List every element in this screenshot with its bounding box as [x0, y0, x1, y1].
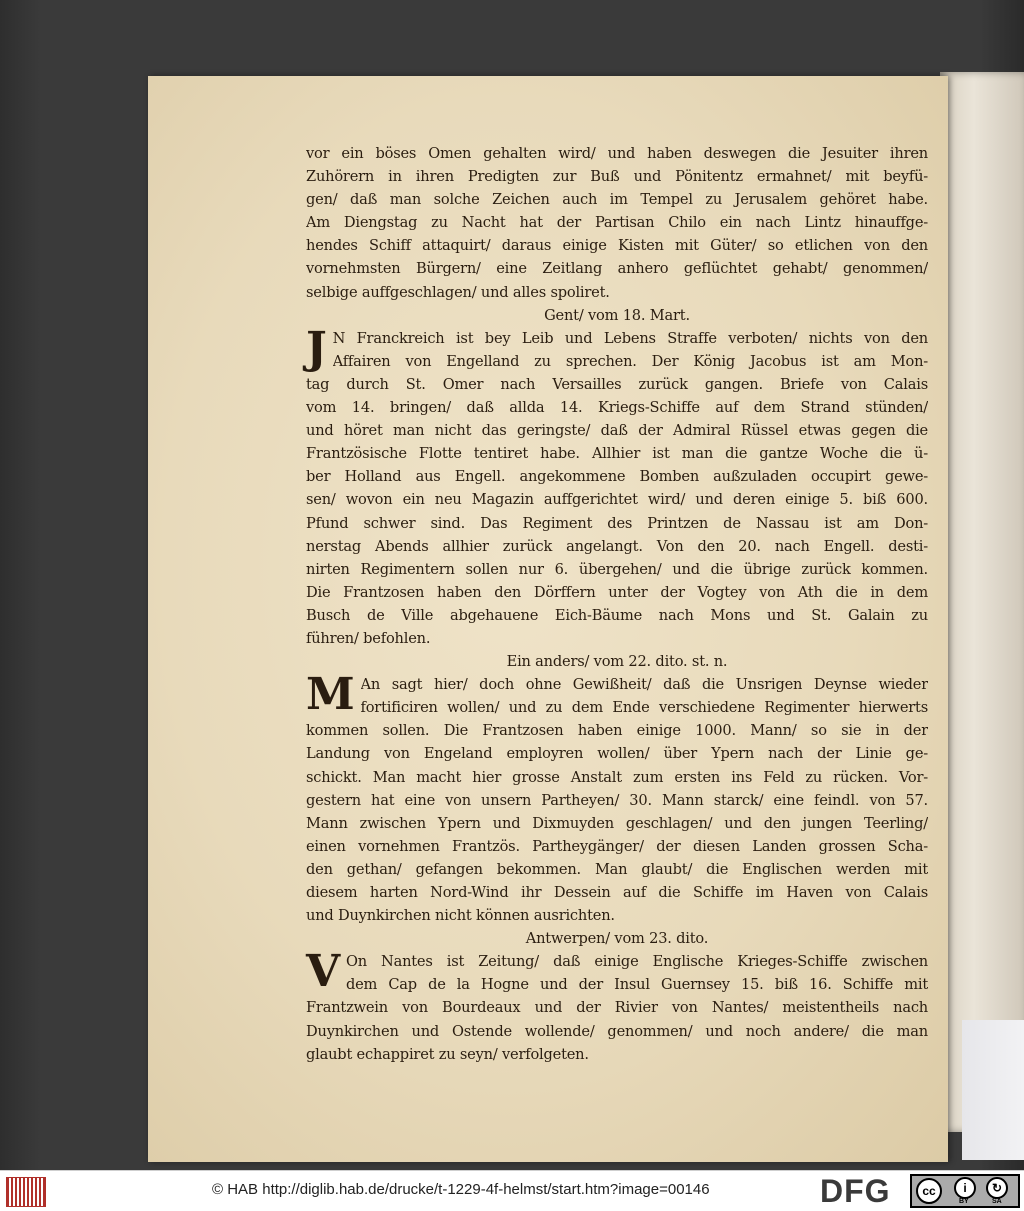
text-line: sen/ wovon ein neu Magazin auffgerichtet wird/ und deren einige 5. biß 600. [306, 491, 928, 509]
hab-logo-icon [6, 1177, 46, 1207]
text-line: Frantzwein von Bourdeaux und der Rivier von Nantes/ meistentheils nach [306, 999, 928, 1017]
paragraph-intro [306, 142, 928, 304]
dropcap-anders: M [306, 669, 355, 721]
text-line: nerstag Abends allhier zurück angelangt. Von den 20. nach Engell. desti- [306, 537, 928, 555]
text-line: führen/ befohlen. [306, 629, 431, 647]
footer-bar [0, 1170, 1024, 1211]
text-line: gen/ daß man solche Zeichen auch im Tempel zu Jerusalem gehöret habe. [306, 191, 928, 209]
text-line: hendes Schiff attaquirt/ daraus einige Kisten mit Güter/ so etlichen von den [306, 237, 928, 255]
text-line: Am Diengstag zu Nacht hat der Partisan Chilo ein nach Lintz hinauffge- [306, 214, 928, 232]
text-line: Zuhörern in ihren Predigten zur Buß und Pönitentz ermahnet/ mit beyfü- [306, 168, 928, 186]
cc-icon: cc [916, 1178, 942, 1204]
dropcap-gent: J [306, 322, 327, 374]
text-line: kommen sollen. Die Frantzosen haben einige 1000. Mann/ so sie in der [306, 722, 928, 740]
text-line: und höret man nicht das geringste/ daß der Admiral Rüssel etwas gegen die [306, 422, 928, 440]
text-line: gestern hat eine von unsern Partheyen/ 30. Mann starck/ eine feindl. von 57. [306, 791, 928, 809]
document-text [306, 142, 928, 1066]
heading-anders: Ein anders/ vom 22. dito. st. n. [506, 653, 728, 671]
underlying-page-corner [962, 1020, 1024, 1160]
cc-license-badge[interactable] [910, 1174, 1020, 1208]
text-line: den gethan/ gefangen bekommen. Man glaubt/ die Englischen werden mit [306, 860, 928, 878]
by-person-icon: i [954, 1177, 976, 1199]
text-line: N Franckreich ist bey Leib und Lebens Straffe verboten/ nichts von den [332, 329, 928, 347]
text-line: Busch de Ville abgehauene Eich-Bäume nach Mons und St. Galain zu [306, 606, 928, 624]
footer-link[interactable]: © HAB http://diglib.hab.de/drucke/t-1229-4f-helmst/start.htm?image=00146 [212, 1181, 710, 1198]
heading-gent: Gent/ vom 18. Mart. [544, 306, 690, 324]
text-line: Frantzösische Flotte tentiret habe. Allhier ist man die gantze Woche die ü- [306, 445, 928, 463]
text-line: einen vornehmen Frantzös. Partheygänger/ der diesen Landen grossen Scha- [306, 837, 928, 855]
text-line: Affairen von Engelland zu sprechen. Der König Jacobus ist am Mon- [332, 352, 928, 370]
text-line: ber Holland aus Engell. angekommene Bomben außzuladen occupirt gewe- [306, 468, 928, 486]
dfg-logo: DFG [820, 1173, 891, 1209]
text-line: vom 14. bringen/ daß allda 14. Kriegs-Schiffe auf dem Strand stünden/ [306, 399, 928, 417]
text-line: Duynkirchen und Ostende wollende/ genommen/ und noch andere/ die man [306, 1022, 928, 1040]
text-line: Die Frantzosen haben den Dörffern unter der Vogtey von Ath die in dem [306, 583, 928, 601]
text-line: Mann zwischen Ypern und Dixmuyden geschlagen/ und den jungen Teerling/ [306, 814, 928, 832]
paragraph-gent [306, 322, 928, 650]
text-line: On Nantes ist Zeitung/ daß einige Englische Krieges-Schiffe zwischen [345, 953, 928, 971]
text-line: Pfund schwer sind. Das Regiment des Printzen de Nassau ist am Don- [306, 514, 928, 532]
paragraph-antwerpen [306, 946, 928, 1065]
text-line: vor ein böses Omen gehalten wird/ und haben deswegen die Jesuiter ihren [306, 145, 928, 162]
sa-share-icon: ↻ [986, 1177, 1008, 1199]
underlying-page-edge [940, 72, 1024, 1132]
paragraph-anders [306, 669, 928, 927]
text-line: selbige auffgeschlagen/ und alles spoliret. [306, 283, 610, 301]
text-line: diesem harten Nord-Wind ihr Dessein auf die Schiffe im Haven von Calais [306, 884, 928, 901]
heading-antwerpen: Antwerpen/ vom 23. dito. [525, 930, 709, 948]
by-label: BY [959, 1198, 969, 1205]
sa-label: SA [992, 1198, 1002, 1205]
text-line: vornehmsten Bürgern/ eine Zeitlang anhero geflüchtet gehabt/ genommen/ [306, 260, 928, 278]
text-line: schickt. Man macht hier grosse Anstalt zum ersten ins Feld zu rücken. Vor- [306, 768, 928, 786]
dropcap-antwerpen: V [306, 946, 340, 998]
text-line: glaubt echappiret zu seyn/ verfolgeten. [306, 1045, 589, 1063]
text-line: nirten Regimentern sollen nur 6. übergehen/ und die übrige zurück kommen. [306, 560, 928, 578]
text-line: dem Cap de la Hogne und der Insul Guernsey 15. biß 16. Schiffe mit [345, 976, 928, 994]
text-line: und Duynkirchen nicht können ausrichten. [306, 907, 615, 925]
text-line: fortificiren wollen/ und zu dem Ende verschiedene Regimenter hierwerts [360, 699, 928, 717]
text-line: Landung von Engeland employren wollen/ über Ypern nach der Linie ge- [306, 745, 928, 763]
text-line: tag durch St. Omer nach Versailles zurück gangen. Briefe von Calais [306, 375, 928, 393]
text-line: An sagt hier/ doch ohne Gewißheit/ daß die Unsrigen Deynse wieder [360, 676, 928, 694]
